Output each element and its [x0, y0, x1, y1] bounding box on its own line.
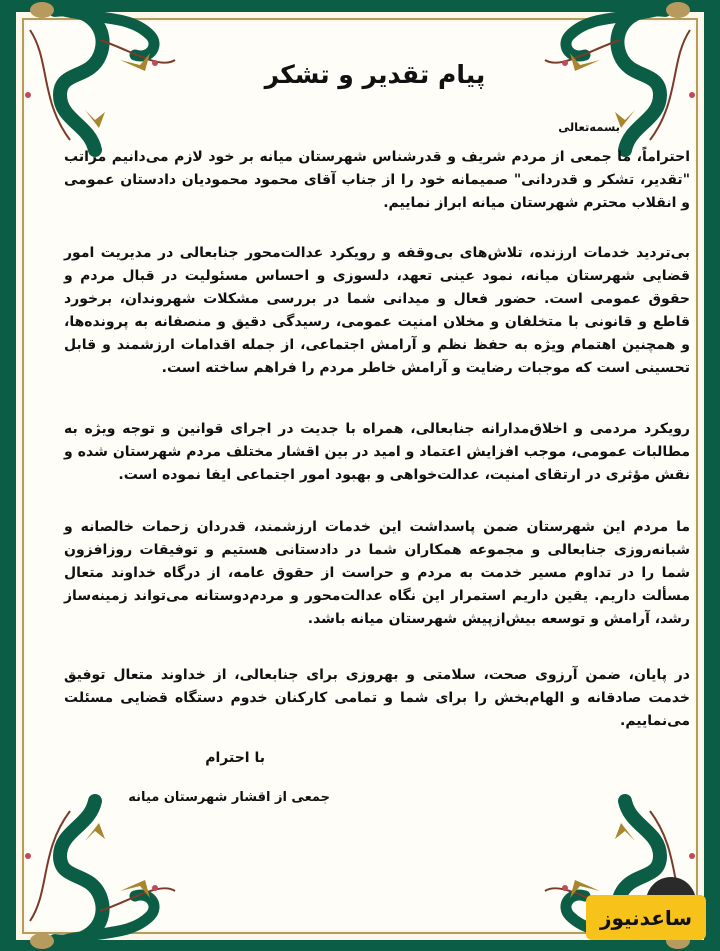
invocation: بسمه‌تعالی — [558, 120, 620, 134]
corner-ornament-icon — [0, 791, 200, 951]
signature: جمعی از اقشار شهرستان میانه — [128, 790, 330, 805]
closing-salutation: با احترام — [205, 750, 265, 766]
paragraph-5: در پایان، ضمن آرزوی صحت، سلامتی و بهروزی برای جنابعالی، از خداوند متعال توفیق خدمت صادقانه و الهام‌بخش را برای شما و تمامی کارکنان خدوم دستگاه قضایی مسئلت می‌نماییم. — [64, 667, 690, 729]
paragraph-4: ما مردم این شهرستان ضمن پاسداشت این خدمات ارزشمند، قدردان زحمات خالصانه و شبانه‌روزی جنابعالی و مجموعه همکاران شما در دادستانی هستیم و توفیقات روزافزون شما را در تداوم مسیر خدمت به مردم و حراست از حقوق عامه، از درگاه خداوند متعال مسألت داریم. یقین داریم استمرار این نگاه عدالت‌محور و مردم‌دوستانه می‌تواند زمینه‌ساز رشد، آرامش و توسعه بیش‌ازپیش شهرستان میانه باشد. — [64, 519, 690, 627]
watermark-text: ساعدنیوز — [599, 905, 693, 930]
paragraph-3: رویکرد مردمی و اخلاق‌مدارانه جنابعالی، همراه با جدیت در اجرای قوانین و توجه ویژه به مطالبات عمومی، موجب افزایش اعتماد و امید در بین اقشار مختلف مردم شهرستان شده و نقش مؤثری در ارتقای امنیت، عدالت‌خواهی و بهبود امور اجتماعی ایفا نموده است. — [64, 421, 690, 483]
letter-title: پیام تقدیر و تشکر — [264, 60, 486, 89]
paragraph-1: احتراماً، ما جمعی از مردم شریف و قدرشناس شهرستان میانه بر خود لازم می‌دانیم مراتب "تقدیر، تشکر و قدردانی" صمیمانه خود را از جناب آقای محمود محمودیان دادستان عمومی و انقلاب محترم شهرستان میانه ابراز نماییم. — [64, 149, 690, 211]
watermark-logo — [586, 895, 706, 940]
paragraph-2: بی‌تردید خدمات ارزنده، تلاش‌های بی‌وقفه و رویکرد عدالت‌محور جنابعالی در مدیریت امور قضایی شهرستان میانه، نمود عینی تعهد، دلسوزی و احساس مسئولیت در قبال مردم و حقوق عمومی است. حضور فعال و میدانی شما در بررسی مشکلات شهروندان، برخورد قاطع و قانونی با متخلفان و مخلان امنیت عمومی، رسیدگی دقیق و منصفانه به پرونده‌ها، و همچنین اهتمام ویژه به حفظ نظم و آرامش اجتماعی، از جمله اقدامات ارزشمند و قابل تحسینی است که موجبات رضایت و آرامش خاطر مردم را فراهم ساخته است. — [64, 245, 690, 376]
